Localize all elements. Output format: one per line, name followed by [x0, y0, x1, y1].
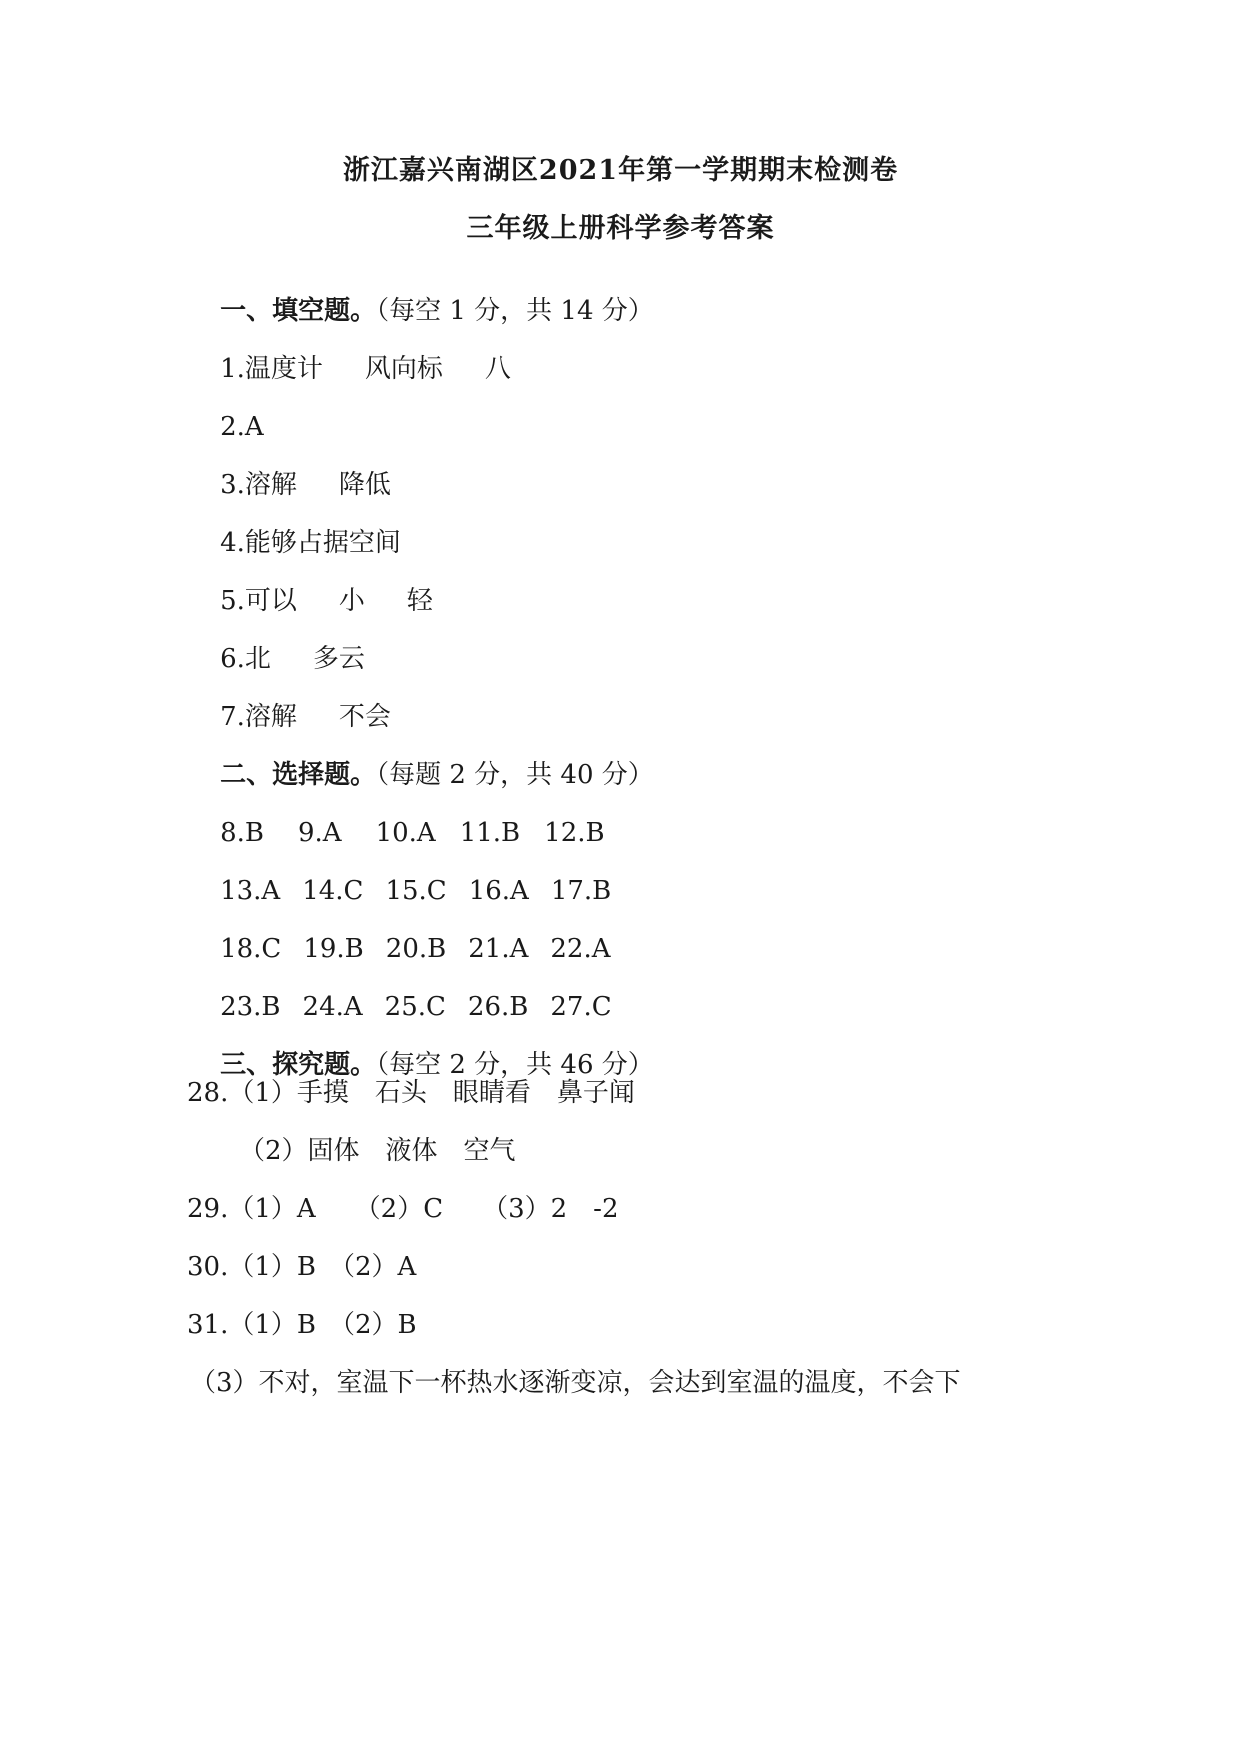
- answer-item: 11.B: [459, 818, 521, 848]
- answer-item: 22.A: [550, 934, 611, 964]
- answer-item: 八: [484, 354, 511, 384]
- section-label: 二、选择题。: [220, 760, 377, 790]
- answer-item: 9.A: [297, 818, 342, 848]
- answer-row-30: 30.（1）B （2）A: [187, 1252, 417, 1282]
- answer-row-31: 31.（1）B （2）B: [187, 1310, 417, 1340]
- section-note: （每题 2 分，共 40 分）: [376, 760, 654, 790]
- answer-row-28a: 28.（1）手摸 石头 眼睛看 鼻子闻: [187, 1078, 635, 1108]
- answer-item: 2.A: [220, 412, 264, 442]
- section-note: （每空 2 分，共 46 分）: [376, 1050, 654, 1080]
- answer-item: 降低: [338, 470, 391, 500]
- answer-item: 风向标: [364, 354, 443, 384]
- answer-row-28b: （2）固体 液体 空气: [239, 1136, 516, 1166]
- answer-row-31c: （3）不对，室温下一杯热水逐渐变凉，会达到室温的温度，不会下: [190, 1368, 961, 1398]
- answer-item: 21.A: [468, 934, 529, 964]
- answer-item: 14.C: [302, 876, 364, 906]
- answer-item: 17.B: [550, 876, 612, 906]
- section-label: 三、探究题。: [220, 1050, 377, 1080]
- answer-item: 多云: [312, 644, 365, 674]
- answer-item: 轻: [406, 586, 433, 616]
- answer-item: 24.A: [302, 992, 363, 1022]
- answer-item: 8.B: [220, 818, 264, 848]
- answer-item: 3.溶解: [220, 470, 297, 500]
- answer-item: 5.可以: [220, 586, 297, 616]
- answer-item: 19.B: [303, 934, 364, 964]
- answer-row-29: 29.（1）A （2）C （3）2 -2: [187, 1194, 619, 1224]
- section-note: （每空 1 分，共 14 分）: [376, 296, 654, 326]
- answer-item: 12.B: [544, 818, 605, 848]
- answer-item: 7.溶解: [220, 702, 297, 732]
- answer-item: 1.温度计: [220, 354, 323, 384]
- answer-item: 16.A: [468, 876, 529, 906]
- answer-item: 13.A: [220, 876, 281, 906]
- answer-item: 23.B: [220, 992, 281, 1022]
- answer-item: 小: [338, 586, 365, 616]
- document-subtitle: 三年级上册科学参考答案: [466, 213, 775, 244]
- answer-item: 10.A: [375, 818, 436, 848]
- answer-item: 20.B: [385, 934, 447, 964]
- document-title: 浙江嘉兴南湖区2021年第一学期期末检测卷: [342, 155, 899, 186]
- section-label: 一、填空题。: [220, 296, 377, 326]
- answer-item: 18.C: [220, 934, 282, 964]
- answer-item: 26.B: [467, 992, 529, 1022]
- answer-item: 不会: [338, 702, 391, 732]
- answer-item: 6.北: [220, 644, 271, 674]
- answer-item: 27.C: [550, 992, 612, 1022]
- answer-item: 4.能够占据空间: [220, 528, 401, 558]
- answer-item: 25.C: [384, 992, 446, 1022]
- answer-item: 15.C: [385, 876, 447, 906]
